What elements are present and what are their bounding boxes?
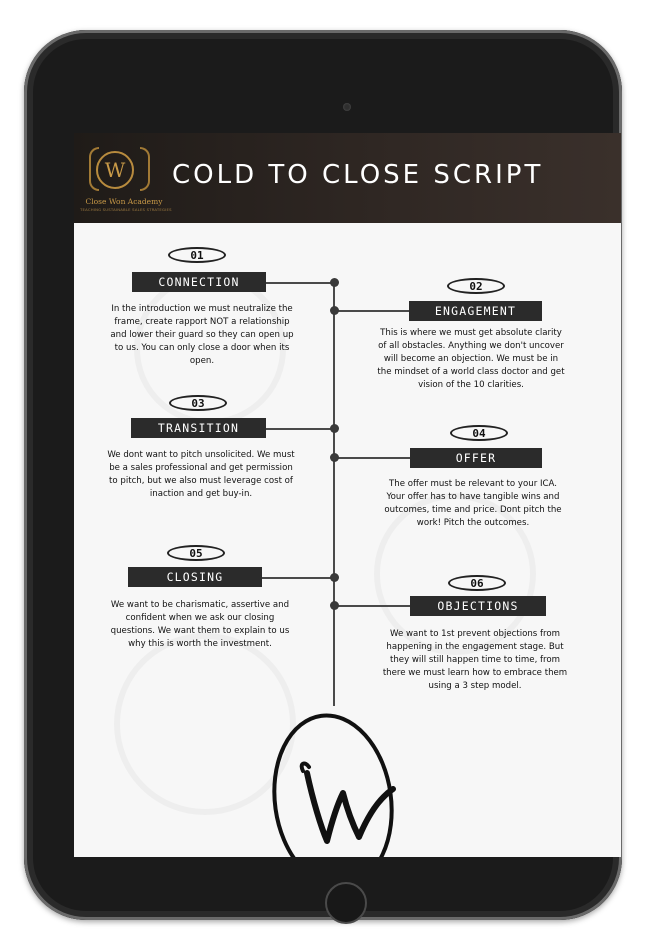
home-button[interactable] <box>325 882 367 924</box>
logo-wreath-icon <box>140 147 150 191</box>
step-description-closing: We want to be charismatic, assertive and confident when we ask our closing questions. We want them to explain to us why this is worth the investment. <box>110 600 290 649</box>
timeline-node <box>330 424 339 433</box>
tablet-frame <box>24 30 622 920</box>
step-label-connection: CONNECTION <box>132 272 266 292</box>
timeline-node <box>330 601 339 610</box>
timeline-node <box>330 453 339 462</box>
step-label-objections: OBJECTIONS <box>410 596 546 616</box>
connector-line <box>334 457 410 459</box>
step-description-engagement: This is where we must get absolute clarity of all obstacles. Anything we don't uncover will become an objection. We must be in the mindset of a world class doctor and get vision of the 10 clarities. <box>377 328 565 390</box>
connector-line <box>334 310 409 312</box>
connector-line <box>334 605 410 607</box>
logo-tagline: TEACHING SUSTAINABLE SALES STRATEGIES <box>80 207 172 212</box>
header-banner <box>74 133 621 223</box>
step-label-offer: OFFER <box>410 448 542 468</box>
step-description-objections: We want to 1st prevent objections from happening in the engagement stage. But they will still happen time to time, from there we must learn how to embrace them using a 3 step model. <box>382 629 568 691</box>
connector-line <box>266 282 334 284</box>
step-number-02: 02 <box>447 278 505 294</box>
page-title: COLD TO CLOSE SCRIPT <box>172 160 544 190</box>
step-number-05: 05 <box>167 545 225 561</box>
step-label-transition: TRANSITION <box>131 418 266 438</box>
step-label-closing: CLOSING <box>128 567 262 587</box>
step-description-transition: We dont want to pitch unsolicited. We must be a sales professional and get permission to pitch, but we also must leverage cost of inaction and get buy-in. <box>107 450 295 499</box>
timeline-node <box>330 306 339 315</box>
step-description-connection: In the introduction we must neutralize the frame, create rapport NOT a relationship and lower their guard so they can open up to us. You can only close a door when its open. <box>110 304 294 366</box>
step-description-offer: The offer must be relevant to your ICA. Your offer has to have tangible wins and outcomes, time and price. Dont pitch the work! Pitch the outcomes. <box>384 479 562 528</box>
step-number-04: 04 <box>450 425 508 441</box>
step-number-01: 01 <box>168 247 226 263</box>
timeline-node <box>330 573 339 582</box>
timeline-line <box>333 280 335 706</box>
logo-icon: W <box>96 151 134 189</box>
step-number-06: 06 <box>448 575 506 591</box>
logo-name: Close Won Academy <box>85 197 163 206</box>
step-number-03: 03 <box>169 395 227 411</box>
step-label-engagement: ENGAGEMENT <box>409 301 542 321</box>
document-page <box>74 133 621 857</box>
connector-line <box>266 428 334 430</box>
camera-icon <box>343 103 351 111</box>
connector-line <box>262 577 334 579</box>
w-signature-icon <box>269 701 397 857</box>
timeline-node <box>330 278 339 287</box>
